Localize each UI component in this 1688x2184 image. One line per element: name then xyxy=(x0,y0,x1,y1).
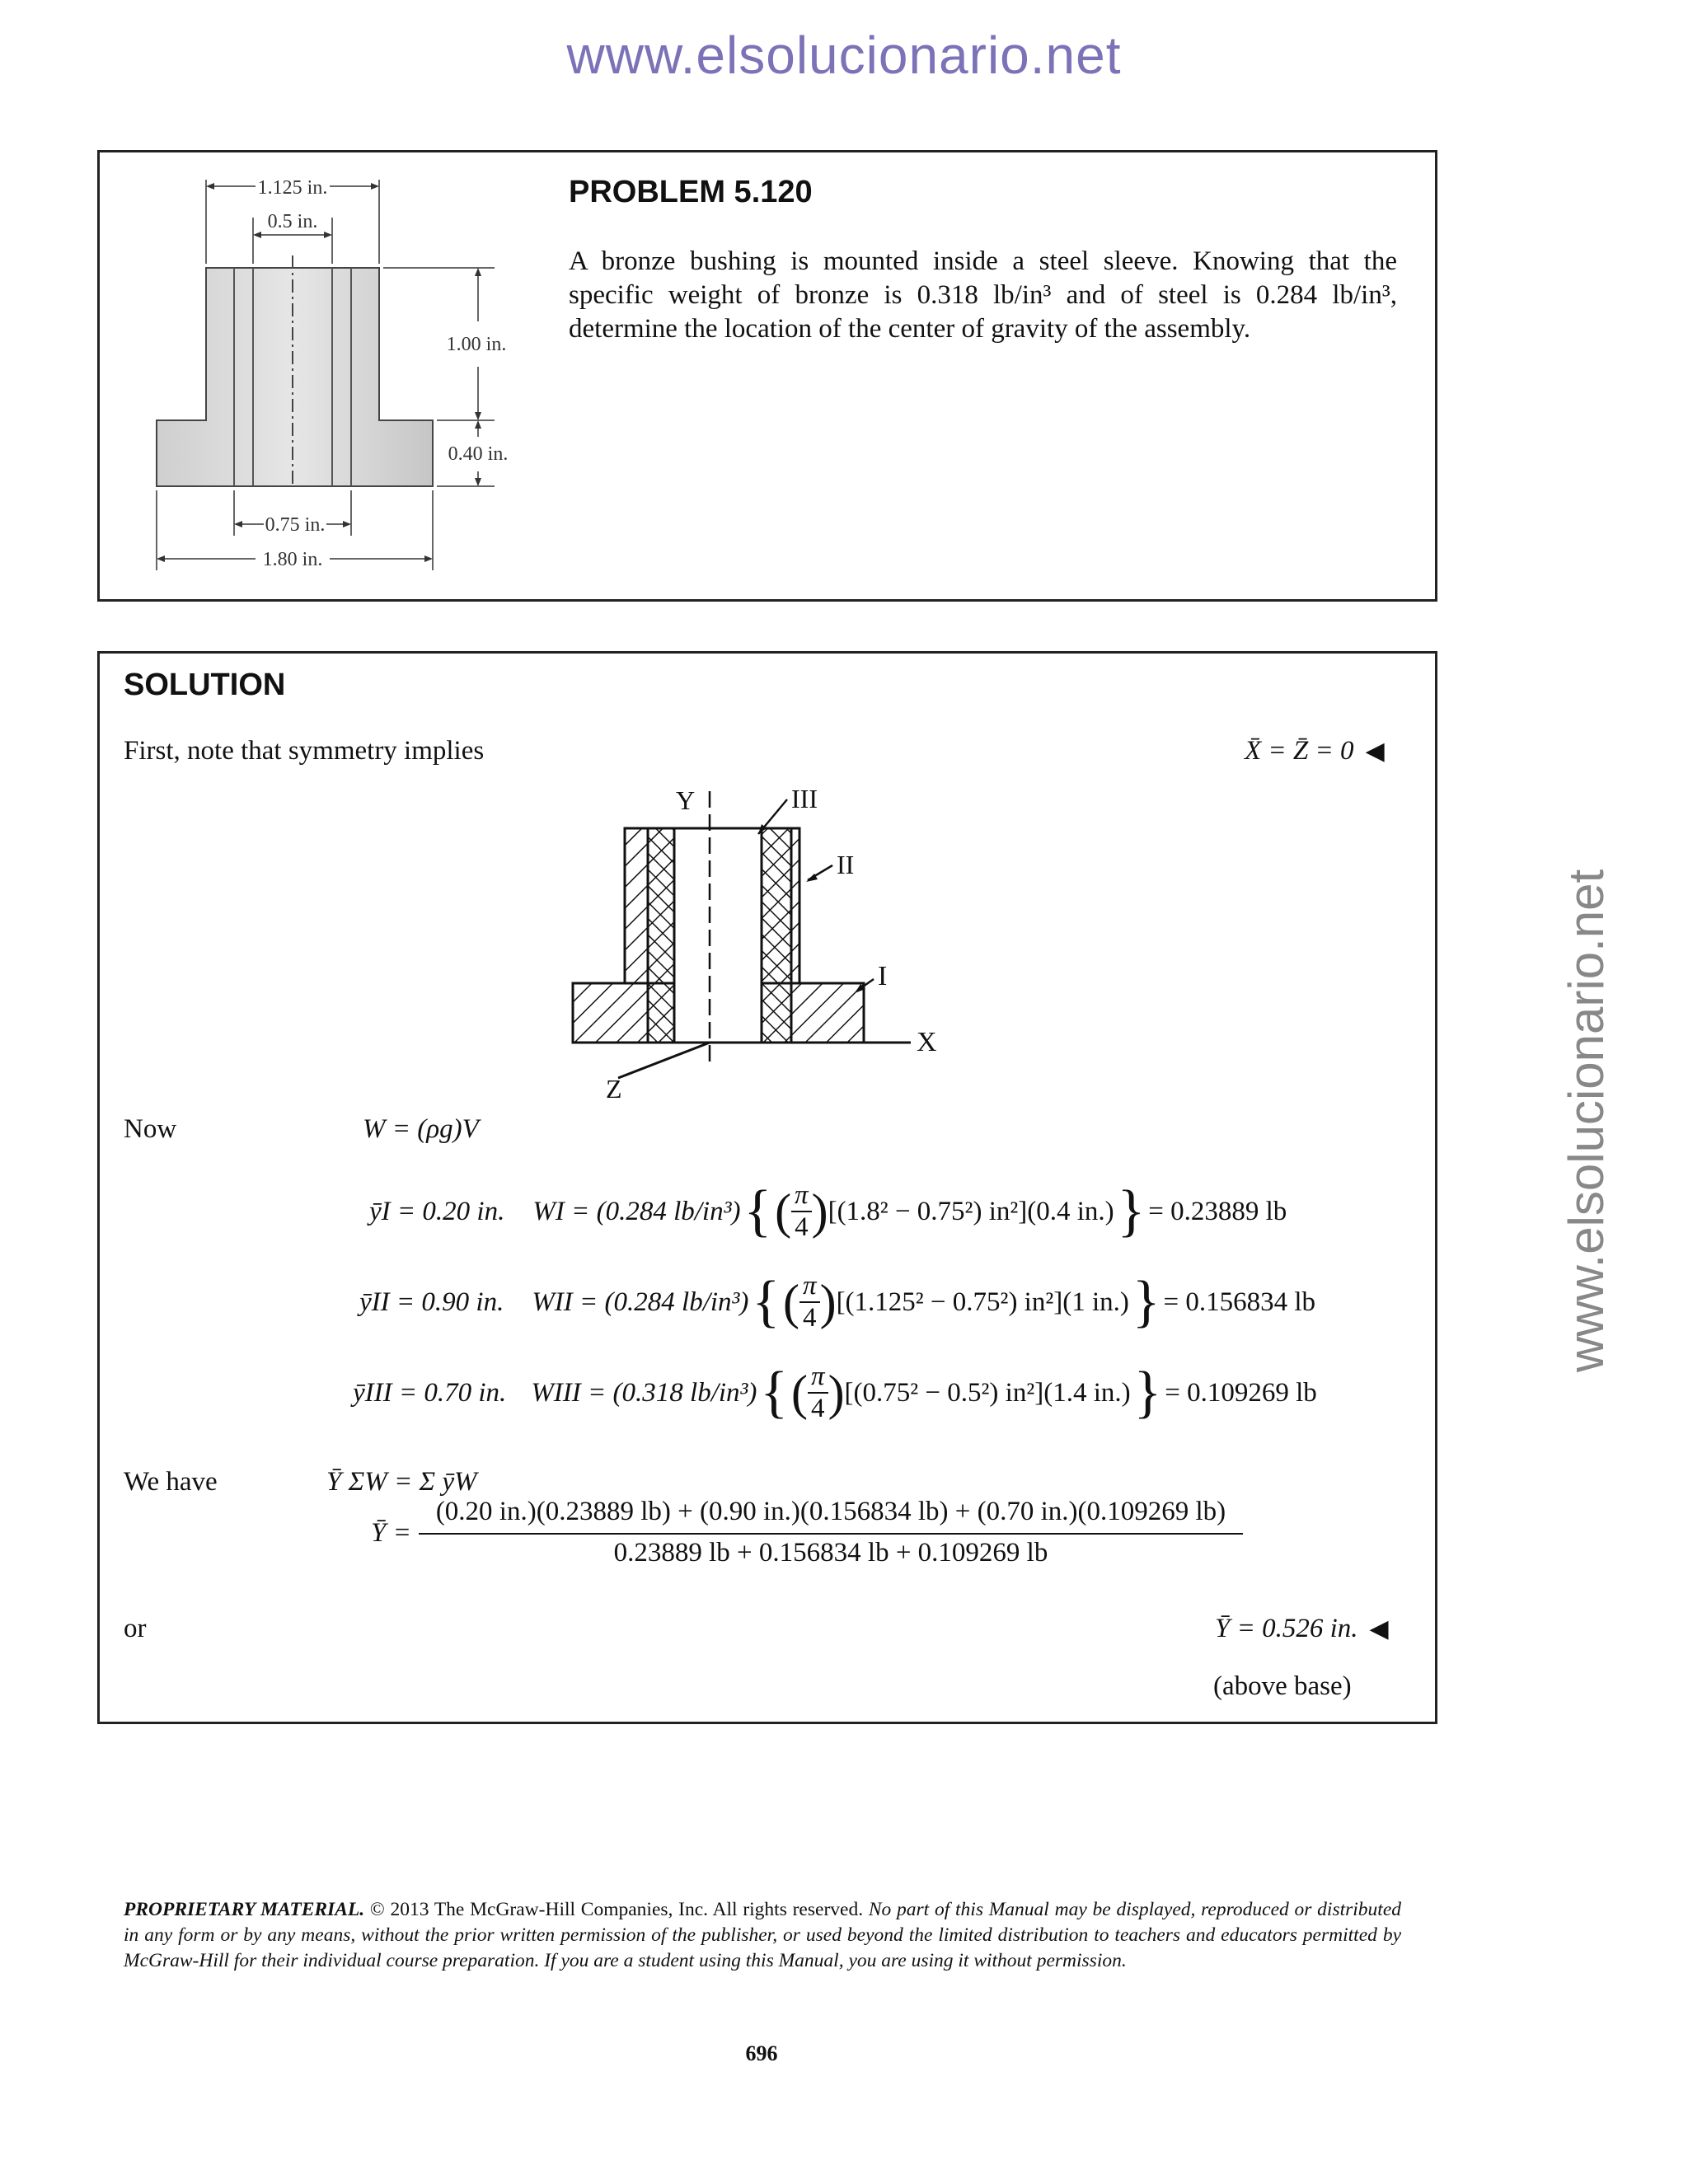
or-label: or xyxy=(124,1614,147,1643)
label-iii: III xyxy=(791,784,818,813)
sum-equation: Ȳ ΣW = Σ ȳW xyxy=(326,1467,477,1497)
pi-num-i: π xyxy=(791,1180,812,1212)
equation-row-ii: ȳII = 0.90 in. WII = (0.284 lb/in³) { ( $\frac{\pi}{4}$ ) [(1.125² − 0.75²) in²](1 in.) } = 0.156834 lb xyxy=(359,1270,1316,1333)
weight-formula: W = (ρg)V xyxy=(363,1114,479,1144)
ybar-ii: ȳII = 0.90 in. xyxy=(359,1286,504,1317)
pi-den-i: 4 xyxy=(795,1212,809,1242)
label-ii: II xyxy=(837,850,855,879)
dim-075-label: 0.75 in. xyxy=(265,514,326,536)
weight-iii-lhs: WIII = (0.318 lb/in³) xyxy=(531,1377,757,1408)
footer-italic: No part of this Manual may be displayed, reproduced or distributed in any form or by any means, without the prior written permission of the publisher, or used beyond the limited distribution to teachers and educators permitted by McGraw-Hill for their individual course preparation. If you are a student using this Manual, you are using it without permission. xyxy=(124,1899,1402,1971)
symmetry-statement: First, note that symmetry implies xyxy=(124,736,485,766)
now-label: Now xyxy=(124,1114,177,1144)
weight-ii-lhs: WII = (0.284 lb/in³) xyxy=(532,1286,749,1317)
brace-open-i: { xyxy=(743,1179,772,1243)
dim-05-label: 0.5 in. xyxy=(267,211,318,232)
dim-040-label: 0.40 in. xyxy=(448,443,509,465)
answer-marker: ◀ xyxy=(1365,738,1385,765)
pi-den-ii: 4 xyxy=(803,1303,817,1333)
final-note: (above base) xyxy=(1213,1671,1352,1701)
watermark-side: www.elsolucionario.net xyxy=(1559,869,1614,1373)
bracket-i: [(1.8² − 0.75²) in²](0.4 in.) xyxy=(828,1196,1114,1226)
footer-normal: © 2013 The McGraw-Hill Companies, Inc. All rights reserved. xyxy=(364,1899,864,1920)
fraction-denominator: 0.23889 lb + 0.156834 lb + 0.109269 lb xyxy=(613,1538,1048,1568)
z-axis-label: Z xyxy=(606,1074,622,1104)
y-axis-label: Y xyxy=(676,785,696,815)
ybar-iii: ȳIII = 0.70 in. xyxy=(353,1377,507,1408)
equation-row-iii: ȳIII = 0.70 in. WIII = (0.318 lb/in³) { ( $\frac{\pi}{4}$ ) [(0.75² − 0.5²) in²](1.4 in.) } = 0.109269 lb xyxy=(353,1361,1317,1424)
bracket-iii: [(0.75² − 0.5²) in²](1.4 in.) xyxy=(844,1377,1131,1408)
symmetry-equation: X̄ = Z̄ = 0 xyxy=(1245,736,1354,766)
problem-statement: A bronze bushing is mounted inside a steel sleeve. Knowing that the specific weight of bronze is 0.318 lb/in³ and of steel is 0.284 lb/in³, determine the location of the center of gravity of the assembly. xyxy=(569,246,1397,344)
pi-num-iii: π xyxy=(808,1361,828,1394)
dim-100-label: 1.00 in. xyxy=(446,334,507,355)
final-result-value: Ȳ = 0.526 in. xyxy=(1215,1614,1358,1643)
we-have-label: We have xyxy=(124,1467,218,1497)
x-axis-label: X xyxy=(917,1027,937,1057)
ybar-i: ȳI = 0.20 in. xyxy=(369,1196,505,1226)
footer-bold: PROPRIETARY MATERIAL. xyxy=(124,1899,365,1920)
result-i: = 0.23889 lb xyxy=(1148,1196,1287,1226)
final-result xyxy=(1215,1614,1389,1644)
problem-title: PROBLEM 5.120 xyxy=(569,175,813,209)
pi-num-ii: π xyxy=(799,1271,820,1303)
fraction-bar xyxy=(419,1533,1243,1535)
solution-sketch xyxy=(560,783,989,1104)
page-number: 696 xyxy=(745,2041,778,2065)
bushing-diagram xyxy=(132,165,560,585)
result-ii: = 0.156834 lb xyxy=(1163,1286,1316,1317)
label-i: I xyxy=(878,961,888,991)
watermark-top: www.elsolucionario.net xyxy=(566,26,1122,85)
weight-i-lhs: WI = (0.284 lb/in³) xyxy=(532,1196,741,1226)
dim-180-label: 1.80 in. xyxy=(262,549,323,570)
symmetry-result xyxy=(1245,736,1385,766)
fraction-numerator: (0.20 in.)(0.23889 lb) + (0.90 in.)(0.156834 lb) + (0.70 in.)(0.109269 lb) xyxy=(435,1497,1226,1526)
footer-copyright xyxy=(124,1897,1401,1974)
final-answer-marker: ◀ xyxy=(1369,1615,1389,1643)
solution-title: SOLUTION xyxy=(124,668,286,702)
bracket-ii: [(1.125² − 0.75²) in²](1 in.) xyxy=(836,1286,1129,1317)
result-iii: = 0.109269 lb xyxy=(1165,1377,1317,1408)
problem-figure xyxy=(132,165,560,585)
component-sketch xyxy=(560,783,989,1104)
dim-1125-label: 1.125 in. xyxy=(257,177,328,199)
equation-row-i: ȳI = 0.20 in. WI = (0.284 lb/in³) { ( $\frac{\pi}{4}$ ) [(1.8² − 0.75²) in²](0.4 in.) } = 0.23889 lb xyxy=(369,1179,1287,1243)
pi-den-iii: 4 xyxy=(811,1394,825,1423)
y-equals: Ȳ = xyxy=(371,1518,411,1548)
